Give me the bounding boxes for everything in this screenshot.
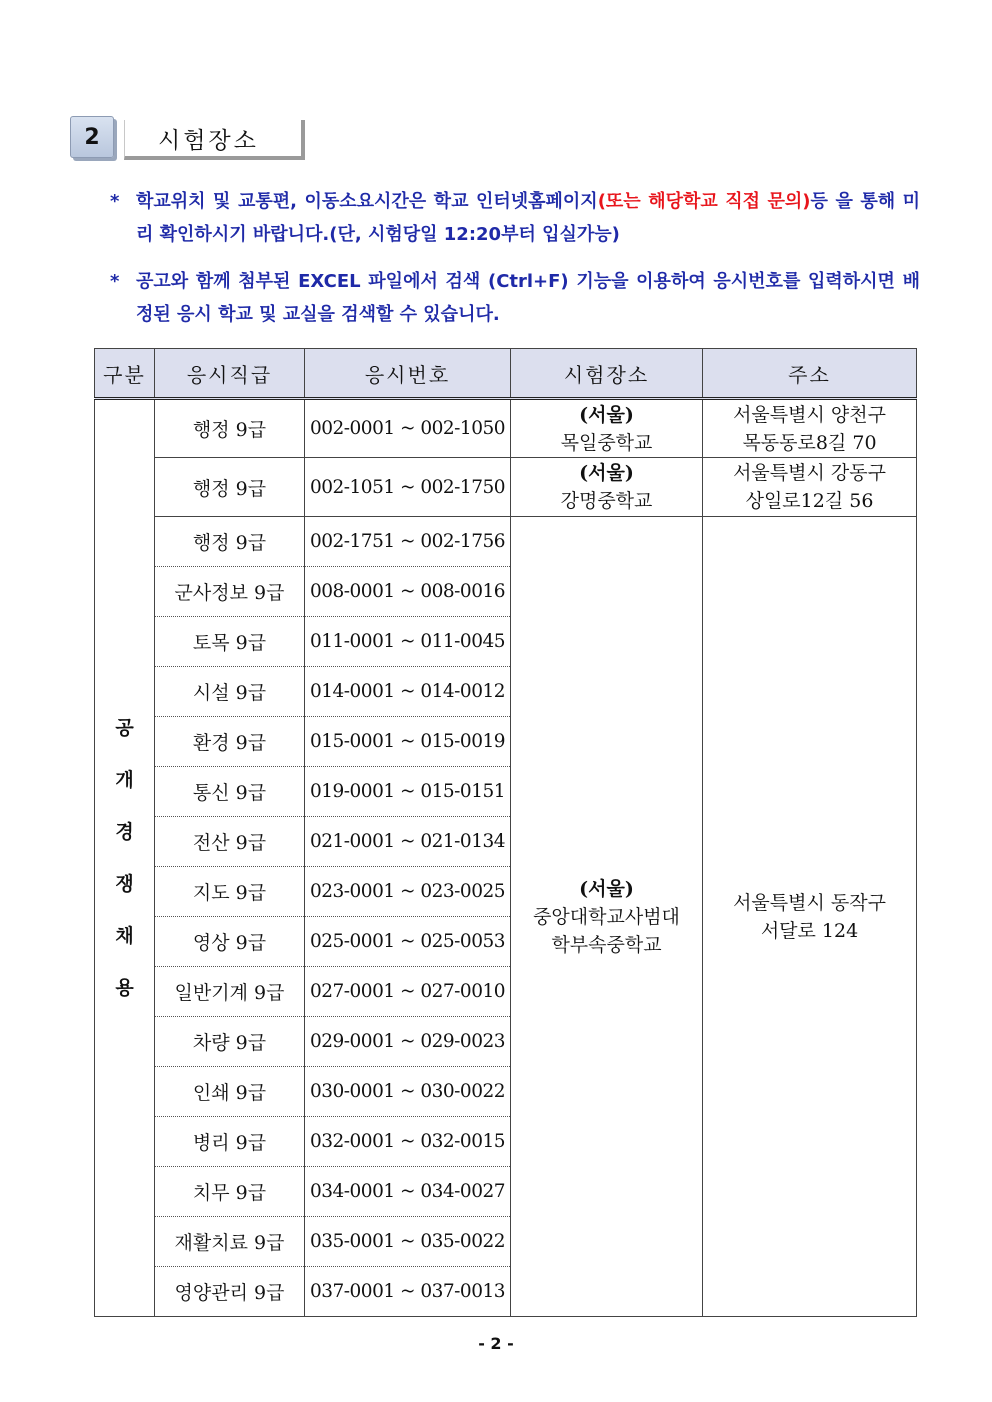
grade-cell: 일반기계 9급 [155,967,305,1017]
address-line1: 서울특별시 강동구 [733,462,886,484]
category-char: 용 [115,977,134,999]
header-address: 주소 [703,349,917,399]
range-cell: 014-0001 ~ 014-0012 [305,667,511,717]
address-cell [703,458,917,517]
grade-cell: 행정 9급 [155,458,305,517]
range-cell: 002-0001 ~ 002-1050 [305,399,511,458]
grade-cell: 지도 9급 [155,867,305,917]
venue-region: (서울) [579,462,634,484]
range-cell: 019-0001 ~ 015-0151 [305,767,511,817]
range-cell: 030-0001 ~ 030-0022 [305,1067,511,1117]
grade-cell: 재활치료 9급 [155,1217,305,1267]
grade-cell: 시설 9급 [155,667,305,717]
category-cell [95,399,155,1317]
venue-cell [511,517,703,1317]
venue-school: 중앙대학교사범대 [533,905,680,928]
grade-cell: 영양관리 9급 [155,1267,305,1317]
range-cell: 029-0001 ~ 029-0023 [305,1017,511,1067]
table-row [95,399,917,458]
note-1-text-b: 등 을 통해 미리 확인하시기 바랍니다.(단, 시험당일 12:20부터 입실가능) [136,191,921,245]
venue-cell [511,458,703,517]
category-char: 공 [115,717,134,739]
venue-region: (서울) [579,403,634,426]
venue-region: (서울) [579,877,634,900]
category-char: 쟁 [115,873,134,895]
range-cell: 025-0001 ~ 025-0053 [305,917,511,967]
range-cell: 023-0001 ~ 023-0025 [305,867,511,917]
note-1 [110,185,920,251]
header-category: 구분 [95,349,155,399]
note-1-text-red: (또는 해당학교 직접 문의) [597,191,811,212]
address-line2: 서달로 124 [760,919,859,942]
address-cell [703,399,917,458]
exam-venue-table [94,348,917,1317]
range-cell: 008-0001 ~ 008-0016 [305,567,511,617]
range-cell: 011-0001 ~ 011-0045 [305,617,511,667]
section-number-badge: 2 [70,116,114,158]
venue-school: 목일중학교 [560,431,653,454]
grade-cell: 환경 9급 [155,717,305,767]
address-line2: 상일로12길 56 [745,490,874,512]
category-char: 개 [115,769,134,791]
address-line2: 목동동로8길 70 [742,431,877,454]
address-line1: 서울특별시 양천구 [733,403,886,426]
grade-cell: 행정 9급 [155,517,305,567]
note-2 [110,265,920,331]
address-line1: 서울특별시 동작구 [733,891,886,914]
grade-cell: 병리 9급 [155,1117,305,1167]
range-cell: 037-0001 ~ 037-0013 [305,1267,511,1317]
grade-cell: 인쇄 9급 [155,1067,305,1117]
header-number: 응시번호 [305,349,511,399]
range-cell: 032-0001 ~ 032-0015 [305,1117,511,1167]
grade-cell: 영상 9급 [155,917,305,967]
grade-cell: 치무 9급 [155,1167,305,1217]
range-cell: 015-0001 ~ 015-0019 [305,717,511,767]
table-header-row [95,349,917,399]
table-row [95,517,917,567]
range-cell: 034-0001 ~ 034-0027 [305,1167,511,1217]
category-char: 경 [115,821,134,843]
range-cell: 002-1751 ~ 002-1756 [305,517,511,567]
note-1-text-a: 학교위치 및 교통편, 이동소요시간은 학교 인터넷홈페이지 [136,191,598,212]
table-row [95,458,917,517]
grade-cell: 군사정보 9급 [155,567,305,617]
grade-cell: 차량 9급 [155,1017,305,1067]
note-2-text: 공고와 함께 첨부된 EXCEL 파일에서 검색 (Ctrl+F) 기능을 이용하여 응시번호를 입력하시면 배정된 응시 학교 및 교실을 검색할 수 있습니다. [136,271,920,325]
page-number: - 2 - [478,1334,514,1353]
venue-cell [511,399,703,458]
range-cell: 002-1051 ~ 002-1750 [305,458,511,517]
address-cell [703,517,917,1317]
range-cell: 035-0001 ~ 035-0022 [305,1217,511,1267]
range-cell: 021-0001 ~ 021-0134 [305,817,511,867]
venue-school: 학부속중학교 [551,933,662,956]
grade-cell: 전산 9급 [155,817,305,867]
grade-cell: 토목 9급 [155,617,305,667]
note-bullet: * [110,191,120,212]
range-cell: 027-0001 ~ 027-0010 [305,967,511,1017]
header-venue: 시험장소 [511,349,703,399]
grade-cell: 통신 9급 [155,767,305,817]
section-title: 시험장소 [158,128,259,154]
venue-school: 강명중학교 [560,490,653,512]
note-bullet: * [110,271,120,292]
category-char: 채 [115,925,134,947]
grade-cell: 행정 9급 [155,399,305,458]
header-grade: 응시직급 [155,349,305,399]
